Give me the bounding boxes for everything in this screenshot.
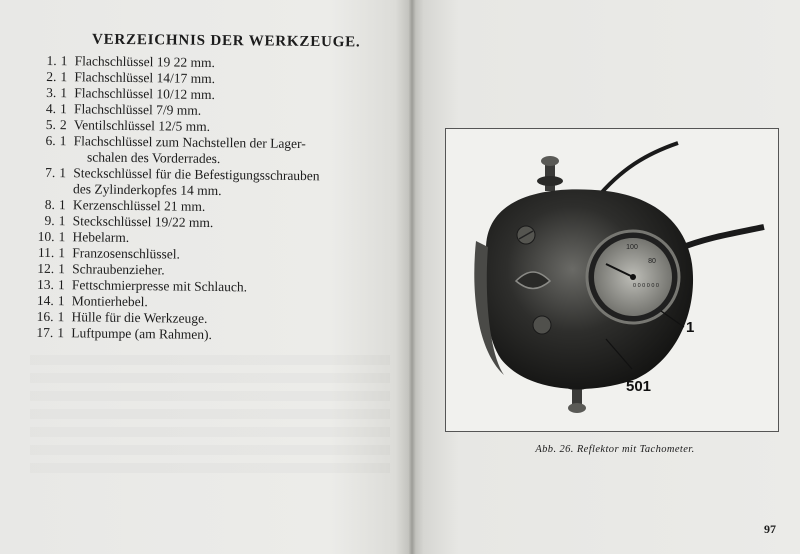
item-quantity: 1 [60, 53, 68, 69]
odometer-digits: 0 0 0 0 0 0 [633, 283, 659, 289]
item-number: 4. [45, 100, 57, 117]
cable-icon [678, 227, 764, 249]
item-quantity: 1 [58, 229, 66, 245]
item-description: Flachschlüssel 19 22 mm. [74, 53, 216, 71]
item-number: 6. [45, 132, 56, 149]
item-description: Kerzenschlüssel 21 mm. [72, 197, 206, 214]
item-description: Flachschlüssel 7/9 mm. [74, 101, 202, 118]
switch-knob-icon [533, 316, 551, 334]
item-quantity: 1 [59, 133, 67, 149]
tool-list-item [28, 165, 400, 202]
item-number: 9. [44, 212, 55, 229]
item-number: 5. [45, 116, 56, 133]
item-quantity: 1 [57, 277, 65, 293]
item-number: 7. [45, 164, 56, 181]
item-number: 2. [46, 68, 57, 85]
item-description: Hebelarm. [72, 229, 130, 245]
item-description: Steckschlüssel 19/22 mm. [72, 213, 214, 230]
item-number: 1. [46, 52, 57, 69]
headlamp-photo [446, 129, 778, 431]
item-quantity: 1 [57, 309, 65, 325]
item-number: 16. [36, 308, 54, 325]
figure-caption: Abb. 26. Reflektor mit Tachometer. [535, 444, 695, 455]
dial-digits: 100 [626, 244, 638, 251]
item-description: Flachschlüssel 10/12 mm. [74, 85, 215, 103]
item-description: Flachschlüssel zum Nachstellen der Lager- schalen des Vorderrades. [73, 133, 306, 167]
item-quantity: 1 [60, 85, 68, 101]
item-quantity: 1 [58, 197, 66, 213]
callout-501: 501 [626, 378, 652, 395]
item-quantity: 1 [59, 165, 67, 181]
item-quantity: 1 [60, 69, 68, 85]
page-heading: VERZEICHNIS DER WERKZEUGE. [91, 31, 361, 51]
tool-list-item [26, 325, 398, 346]
item-description: Flachschlüssel 14/17 mm. [74, 69, 216, 87]
item-description: Schraubenzieher. [72, 261, 165, 278]
book-gutter [408, 0, 416, 554]
item-number: 14. [36, 292, 54, 309]
item-description: Fettschmierpresse mit Schlauch. [71, 277, 248, 295]
item-description: Steckschlüssel für die Befestigungsschrauben des Zylinderkopfes 14 mm. [73, 165, 320, 199]
tool-list-item [28, 133, 400, 170]
item-description: Hülle für die Werkzeuge. [71, 309, 208, 326]
headlamp-figure [445, 128, 779, 432]
item-quantity: 1 [58, 245, 66, 261]
item-quantity: 1 [60, 101, 67, 117]
show-through-text [30, 355, 390, 475]
dial-digits: 80 [648, 258, 656, 265]
item-description: Montierhebel. [71, 293, 148, 310]
item-description: Franzosenschlüssel. [72, 245, 181, 262]
item-quantity: 1 [58, 261, 65, 277]
item-quantity: 2 [59, 117, 67, 133]
item-number: 12. [37, 260, 55, 277]
item-number: 8. [44, 196, 56, 213]
item-number: 17. [36, 324, 54, 341]
item-number: 11. [37, 244, 55, 261]
item-quantity: 1 [58, 213, 66, 229]
page-number: 97 [764, 522, 776, 536]
item-description: Ventilschlüssel 12/5 mm. [73, 117, 211, 134]
callout-1: 1 [686, 319, 695, 336]
item-quantity: 1 [57, 293, 65, 309]
item-number: 10. [37, 228, 55, 245]
cable-icon [596, 143, 678, 199]
item-number: 13. [36, 276, 55, 293]
item-quantity: 1 [57, 325, 65, 341]
item-number: 3. [46, 84, 57, 101]
item-description: Luftpumpe (am Rahmen). [71, 325, 213, 342]
tool-list [26, 53, 401, 346]
